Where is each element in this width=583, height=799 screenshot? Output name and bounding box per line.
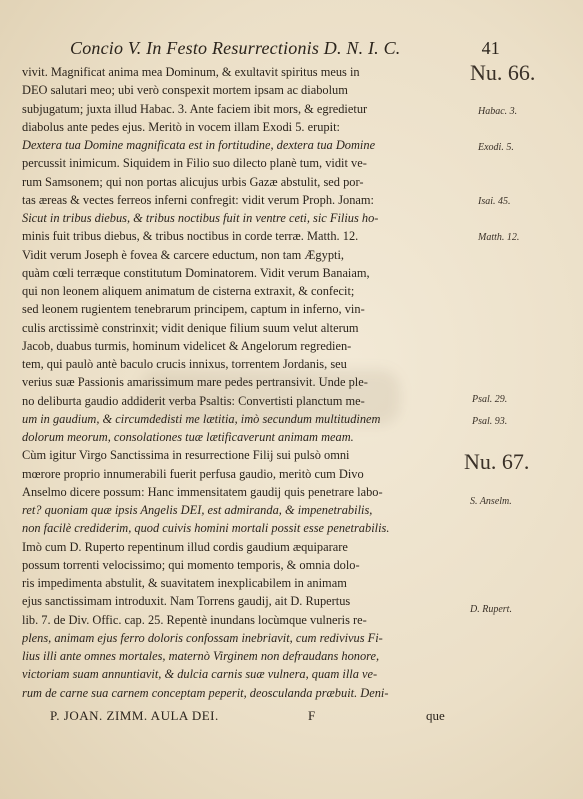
text-line: plens, animam ejus ferro doloris confossam inebriavit, cum redivivus Fi-	[22, 630, 383, 645]
text-line: Jacob, duabus turmis, hominum videlicet & Angelorum regredien-	[22, 338, 352, 353]
text-line: DEO salutari meo; ubi verò conspexit mortem ipsam ac diabolum	[22, 83, 348, 98]
text-line: Cùm igitur Virgo Sanctissima in resurrectione Filij sui pulsò omni	[22, 448, 350, 463]
text-line: rum Samsonem; qui non portas alicujus urbis Gazæ abstulit, sed por-	[22, 174, 364, 189]
text-line: Dextera tua Domine magnificata est in fortitudine, dextera tua Domine	[22, 138, 376, 152]
margin-note-exodi: Exodi. 5.	[478, 142, 514, 153]
margin-note-psal93: Psal. 93.	[472, 416, 508, 427]
margin-note-matth: Matth. 12.	[478, 232, 520, 243]
text-line: no deliburta gaudio addiderit verba Psaltis: Convertisti planctum me-	[22, 393, 365, 408]
text-line: tas æreas & vectes ferreos inferni confregit: vidit verum Proph. Jonam:	[22, 192, 375, 207]
signature-mark: F	[308, 708, 316, 723]
text-line: non facilè crediderim, quod cuivis homini mortali possit esse penetrabilis.	[22, 521, 390, 536]
page-number: 41	[481, 38, 500, 58]
text-line: ejus sanctissimam introduxit. Nam Torrens gaudij, ait D. Rupertus	[22, 594, 351, 609]
text-line: subjugatum; juxta illud Habac. 3. Ante faciem ibit mors, & egredietur	[22, 101, 368, 116]
text-line: tem, qui paulò antè baculo crucis innixus, torrentem Jordanis, seu	[22, 357, 347, 371]
text-line: ris impedimenta abstulit, & suavitatem inexplicabilem in animam	[22, 576, 347, 590]
text-line: Anselmo dicere possum: Hanc immensitatem gaudij quis penetrare labo-	[22, 484, 383, 499]
text-line: Sicut in tribus diebus, & tribus noctibus fuit in ventre ceti, sic Filius ho-	[22, 211, 379, 225]
text-line: victoriam suam annuntiavit, & dulcia carnis suæ vulnera, quam illa ve-	[22, 667, 378, 682]
margin-note-anselm: S. Anselm.	[470, 496, 512, 507]
text-line: verius suæ Passionis amarissimum mare pedes pertransivit. Unde ple-	[22, 375, 368, 390]
running-header	[70, 38, 500, 59]
text-line: lius illi ante omnes mortales, maternò Virginem non defraudans honore,	[22, 649, 380, 663]
text-line: dolorum meorum, consolationes tuæ lætificaverunt animam meam.	[22, 430, 354, 444]
section-number-66: Nu. 66.	[470, 60, 536, 85]
text-line: minis fuit tribus diebus, & tribus noctibus in corde terræ. Matth. 12.	[22, 229, 359, 244]
text-line: possum torrenti velocissimo; qui momento temporis, & omnia dolo-	[22, 557, 360, 572]
text-line: rum de carne sua carnem conceptam peperit, deosculanda præbuit. Deni-	[22, 685, 389, 700]
text-line: um in gaudium, & circumdedisti me lætitia, imò secundum multitudinem	[22, 411, 381, 426]
margin-note-psal29: Psal. 29.	[472, 394, 508, 405]
text-line: Vidit verum Joseph è fovea & carcere eductum, non tam Ægypti,	[22, 247, 345, 262]
margin-note-isai: Isai. 45.	[478, 196, 511, 207]
text-line: quàm cœli terræque constitutum Dominatorem. Vidit verum Banaiam,	[22, 265, 370, 280]
text-line: qui non leonem aliquem animatum de cisterna extraxit, & confecit;	[22, 284, 355, 298]
text-line: mœrore proprio innumerabili fuerit perfusa gaudio, meritò cum Divo	[22, 466, 364, 481]
text-line: ret? quoniam quæ ipsis Angelis DEI, est admiranda, & impenetrabilis,	[22, 503, 373, 517]
margin-note-habac: Habac. 3.	[478, 106, 518, 117]
text-line: diabolus ante pedes ejus. Meritò in vocem illam Exodi 5. erupit:	[22, 119, 340, 134]
text-line: sed leonem rugientem tenebrarum principem, captum in inferno, vin-	[22, 302, 365, 317]
section-number-67: Nu. 67.	[464, 449, 530, 474]
body-text	[22, 63, 462, 702]
text-line: Imò cum D. Ruperto repentinum illud cordis gaudium æquiparare	[22, 539, 348, 554]
text-line: vivit. Magnificat anima mea Dominum, & exultavit spiritus meus in	[22, 65, 360, 79]
text-line: lib. 7. de Div. Offic. cap. 25. Repentè inundans locùmque vulneris re-	[22, 612, 367, 627]
text-line: culis arctissimè constrinxit; vidit denique filium suum velut alterum	[22, 320, 359, 335]
text-line: percussit inimicum. Siquidem in Filio suo dilecto planè tum, vidit ve-	[22, 156, 367, 171]
printer-signature: P. JOAN. ZIMM. AULA DEI.	[50, 708, 219, 723]
margin-note-rupert: D. Rupert.	[470, 604, 512, 615]
header-title: Concio V. In Festo Resurrectionis D. N. I. C.	[70, 38, 401, 58]
catchword: que	[426, 708, 445, 723]
